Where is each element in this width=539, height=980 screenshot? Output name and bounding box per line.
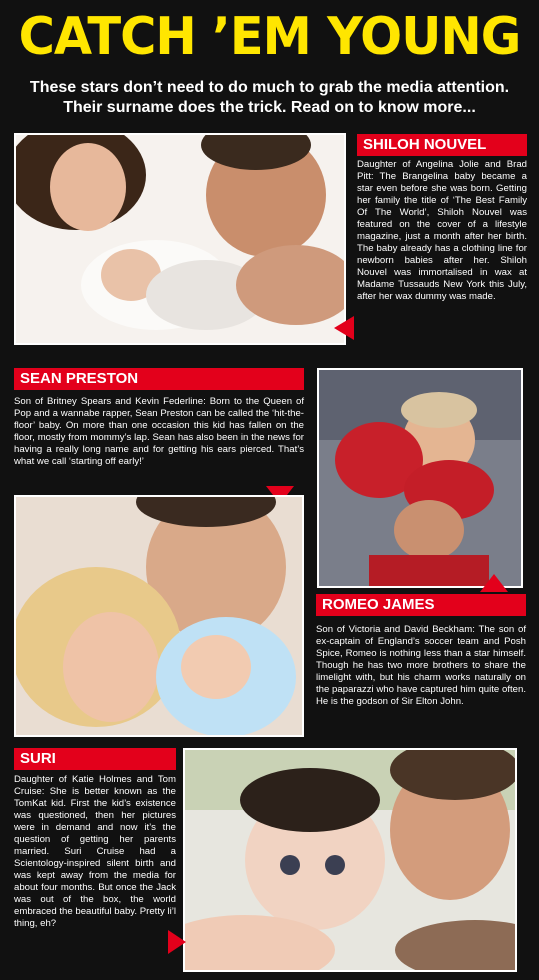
romeo-name-bar: ROMEO JAMES (316, 594, 526, 616)
romeo-photo (317, 368, 523, 588)
page-title: CATCH ’EM YOUNG (18, 7, 521, 67)
sean-name-bar: SEAN PRESTON (14, 368, 304, 390)
romeo-text: Son of Victoria and David Beckham: The son of ex-captain of England’s soccer team and Posh Spice, Romeo is nothing less than a star himself. Though he has two more brothers to share the limelight with, but his charm works naturally on the paparazzi who have captured him quite often. He is the godson of Sir Elton John. (316, 624, 526, 707)
sean-text: Son of Britney Spears and Kevin Federline: Born to the Queen of Pop and a wannabe rapper, Sean Preston can be called the ‘hit-the-floor’ baby. On more than one occasion this kid has fallen on the floor, mostly from mommy’s lap. Sean has also been in the news for having a really long name and for getting his ears pierced. That’s what we call ‘starting off early!’ (14, 396, 304, 467)
suri-photo (183, 748, 517, 972)
suri-text: Daughter of Katie Holmes and Tom Cruise: She is better known as the TomKat kid. First the kid’s existence was questioned, then her pictures were in demand and now it’s the question of getting her parents married. Suri Cruise had a Scientology-inspired silent birth and was kept away from the media for about four months. But once the Jack was out of the box, the world embraced the beautiful baby. Pretty li’l thing, eh? (14, 774, 176, 929)
suri-name-bar: SURI (14, 748, 176, 770)
romeo-pointer-icon (480, 574, 508, 592)
shiloh-photo (14, 133, 346, 345)
shiloh-pointer-icon (334, 316, 354, 340)
intro-text: These stars don’t need to do much to grab the media attention. Their surname does the trick. Read on to know more... (29, 79, 510, 116)
shiloh-text: Daughter of Angelina Jolie and Brad Pitt: The Brangelina baby became a star even before she was born. Getting her family the title of ‘The Best Family Of The World’, Shiloh Nouvel was featured on the cover of a lifestyle magazine, just a month after her birth. The baby already has a clothing line for newborn babies after her. Shiloh Nouvel was immortalised in wax at Madame Tussauds New York this July, after her wax dummy was made. (357, 159, 527, 302)
suri-pointer-icon (168, 930, 186, 954)
shiloh-name-bar: SHILOH NOUVEL (357, 134, 527, 156)
sean-photo (14, 495, 304, 737)
